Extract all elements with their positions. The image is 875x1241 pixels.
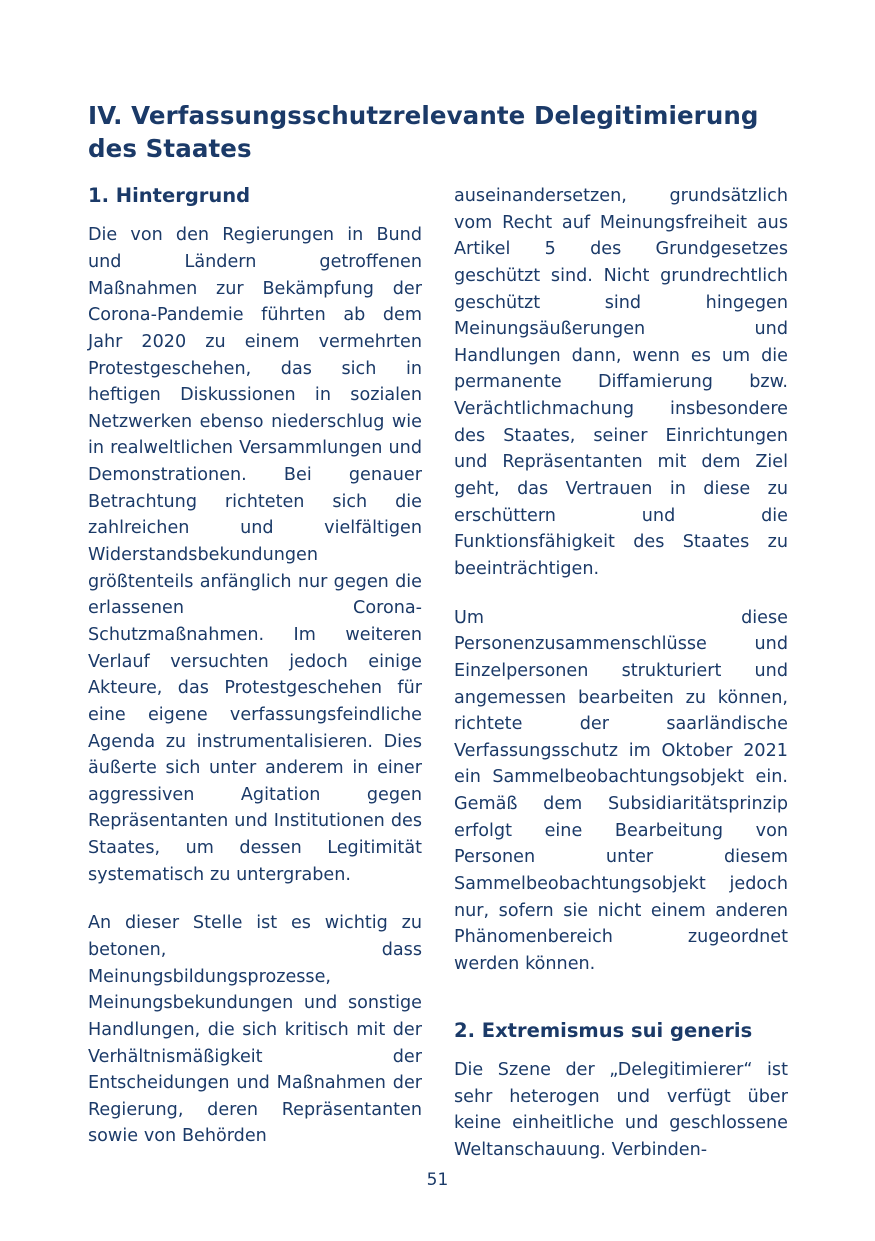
- paragraph: Die Szene der „Delegitimierer“ ist sehr heterogen und verfügt über keine einheitliche und geschlossene Weltanschauung. Verbinden-: [454, 1059, 788, 1160]
- right-column: [454, 183, 788, 1163]
- chapter-heading-line-1: IV. Verfassungsschutzrelevante Delegitimierung: [88, 101, 759, 131]
- two-column-body: [88, 183, 788, 1160]
- section-heading-hintergrund: 1. Hintergrund: [88, 184, 251, 207]
- paragraph: Die von den Regierungen in Bund und Ländern getroffenen Maßnahmen zur Bekämpfung der Corona-Pandemie führten ab dem Jahr 2020 zu einem vermehrten Protestgeschehen, das sich in heftigen Diskussionen in sozialen Netzwerken ebenso niederschlug wie in realweltlichen Versammlungen und Demonstrationen. Bei genauer Betrachtung richteten sich die zahlreichen und vielfältigen Widerstandsbekundungen größtenteils anfänglich nur gegen die erlassenen Corona-Schutzmaßnahmen. Im weiteren Verlauf versuchten jedoch einige Akteure, das Protestgeschehen für eine eigene verfassungsfeindliche Agenda zu instrumentalisieren. Dies äußerte sich unter anderem in einer aggressiven Agitation gegen Repräsentanten und Institutionen des Staates, um dessen Legitimität systematisch zu untergraben.: [88, 225, 422, 885]
- chapter-heading-line-2: des Staates: [88, 133, 252, 163]
- section-heading-extremismus: 2. Extremismus sui generis: [454, 1018, 753, 1042]
- paragraph: An dieser Stelle ist es wichtig zu betonen, dass Meinungsbildungsprozesse, Meinungsbekundungen und sonstige Handlungen, die sich kritisch mit der Verhältnismäßigkeit der Entscheidungen und Maßnahmen der Regierung, deren Repräsentanten sowie von Behörden: [88, 913, 422, 1147]
- left-column: [88, 183, 422, 1150]
- page-number: 51: [426, 1170, 449, 1190]
- chapter-heading: [88, 100, 788, 165]
- paragraph: Um diese Personenzusammenschlüsse und Einzelpersonen strukturiert und angemessen bearbeiten zu können, richtete der saarländische Verfassungsschutz im Oktober 2021 ein Sammelbeobachtungsobjekt ein. Gemäß dem Subsidiaritätsprinzip erfolgt eine Bearbeitung von Personen unter diesem Sammelbeobachtungsobjekt jedoch nur, sofern sie nicht einem anderen Phänomenbereich zugeordnet werden können.: [454, 607, 788, 974]
- paragraph: auseinandersetzen, grundsätzlich vom Recht auf Meinungsfreiheit aus Artikel 5 des Grundgesetzes geschützt sind. Nicht grundrechtlich geschützt sind hingegen Meinungsäußerungen und Handlungen dann, wenn es um die permanente Diffamierung bzw. Verächtlichmachung insbesondere des Staates, seiner Einrichtungen und Repräsentanten mit dem Ziel geht, das Vertrauen in diese zu erschüttern und die Funktionsfähigkeit des Staates zu beeinträchtigen.: [454, 186, 788, 579]
